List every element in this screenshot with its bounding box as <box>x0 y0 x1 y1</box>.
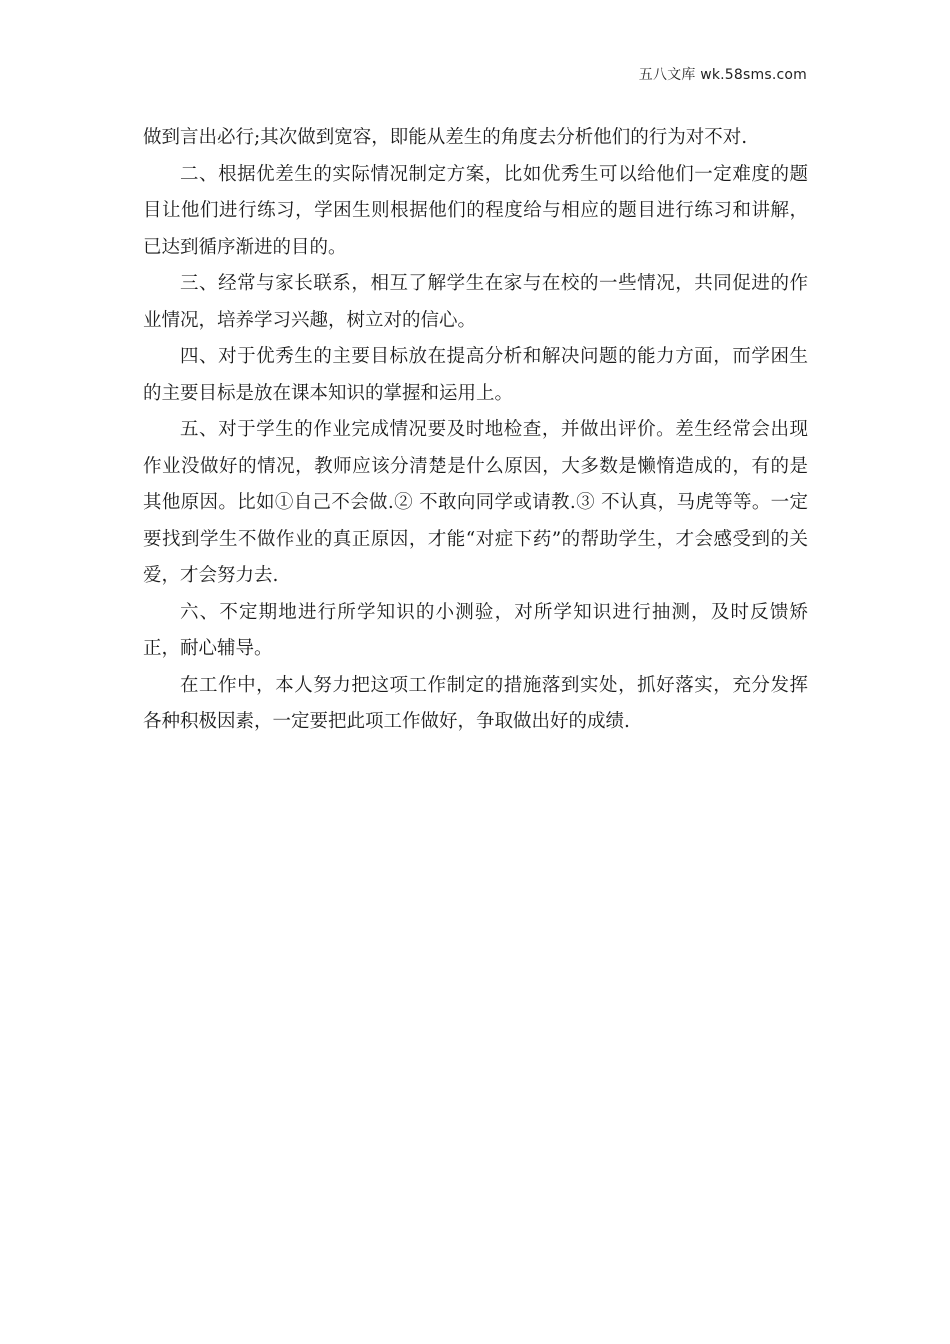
paragraph-continuation: 做到言出必行;其次做到宽容，即能从差生的角度去分析他们的行为对不对. <box>143 127 748 148</box>
paragraph-conclusion: 在工作中，本人努力把这项工作制定的措施落到实处，抓好落实，充分发挥各种积极因素，一定要把此项工作做好，争取做出好的成绩. <box>143 674 808 732</box>
paragraph-point-4: 四、对于优秀生的主要目标放在提高分析和解决问题的能力方面，而学困生的主要目标是放在课本知识的掌握和运用上。 <box>143 346 808 404</box>
document-body <box>143 120 808 741</box>
site-watermark-header: 五八文库 wk.58sms.com <box>638 67 807 83</box>
paragraph-point-2: 二、根据优差生的实际情况制定方案，比如优秀生可以给他们一定难度的题目让他们进行练习，学困生则根据他们的程度给与相应的题目进行练习和讲解，已达到循序渐进的目的。 <box>143 163 808 258</box>
paragraph-point-3: 三、经常与家长联系，相互了解学生在家与在校的一些情况，共同促进的作业情况，培养学习兴趣，树立对的信心。 <box>143 273 808 331</box>
paragraph-point-5: 五、对于学生的作业完成情况要及时地检查，并做出评价。差生经常会出现作业没做好的情况，教师应该分清楚是什么原因，大多数是懒惰造成的，有的是其他原因。比如①自己不会做.② 不敢向同学或请教.③ 不认真，马虎等等。一定要找到学生不做作业的真正原因，才能“对症下药”的帮助学生，才会感受到的关爱，才会努力去. <box>143 419 808 586</box>
paragraph-point-6: 六、不定期地进行所学知识的小测验，对所学知识进行抽测，及时反馈矫正，耐心辅导。 <box>143 601 808 659</box>
